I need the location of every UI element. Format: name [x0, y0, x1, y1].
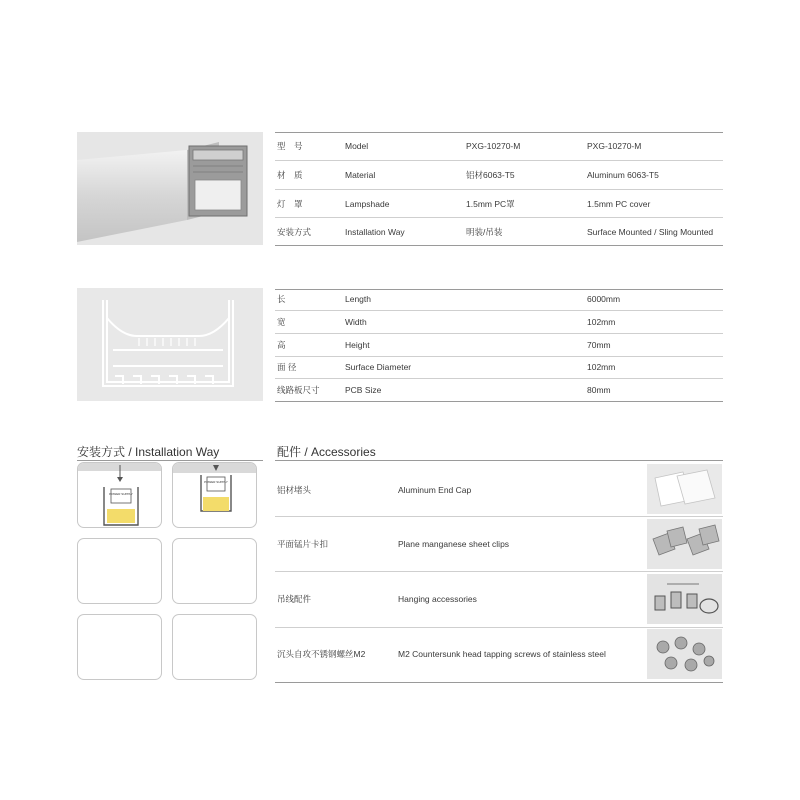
- table-bottom-rule: [275, 401, 723, 402]
- spec-value-cn: PXG-10270-M: [466, 141, 521, 151]
- suspended-mount-diagram: [78, 463, 162, 528]
- aluminum-profile-render: [77, 132, 263, 245]
- spec-label-cn: 安装方式: [277, 227, 312, 237]
- install-card-empty: [77, 614, 162, 680]
- install-card-empty: [172, 614, 257, 680]
- dim-label-en: Height: [345, 340, 370, 350]
- dim-value: 102mm: [587, 317, 616, 327]
- dim-value: 6000mm: [587, 294, 621, 304]
- dim-value: 102mm: [587, 362, 616, 372]
- installation-title: 安装方式 / Installation Way: [77, 445, 220, 459]
- spec-label-en: Model: [345, 141, 369, 151]
- accessories-title: 配件 / Accessories: [277, 445, 376, 459]
- install-diagram-suspended: [77, 462, 162, 528]
- dim-label-cn: 高: [277, 340, 286, 350]
- accessory-name-en: M2 Countersunk head tapping screws of stainless steel: [398, 649, 606, 659]
- screws-photo-icon: [647, 629, 722, 679]
- dim-label-en: Width: [345, 317, 367, 327]
- spec-label-cn: 灯 罩: [277, 199, 303, 209]
- clips-photo-icon: [647, 519, 722, 569]
- row-divider: [275, 217, 723, 218]
- spec-value-cn: 明装/吊装: [466, 227, 503, 237]
- row-divider: [275, 333, 723, 334]
- row-divider: [275, 378, 723, 379]
- installation-title-rule: [77, 460, 263, 461]
- spec-value-en: 1.5mm PC cover: [587, 199, 651, 209]
- spec-label-cn: 材 质: [277, 170, 303, 180]
- accessory-name-en: Hanging accessories: [398, 594, 477, 604]
- accessory-name-cn: 沉头自攻不锈钢螺丝M2: [277, 649, 366, 659]
- row-divider: [275, 189, 723, 190]
- row-divider: [275, 627, 723, 628]
- accessory-name-cn: 吊线配件: [277, 594, 312, 604]
- dim-label-cn: 长: [277, 294, 286, 304]
- accessory-name-en: Aluminum End Cap: [398, 485, 472, 495]
- spec-value-cn: 1.5mm PC罩: [466, 199, 515, 209]
- accessory-name-cn: 平面锰片卡扣: [277, 539, 329, 549]
- accessories-title-rule: [275, 460, 723, 461]
- spec-label-en: Material: [345, 170, 376, 180]
- hanging-kit-photo-icon: [647, 574, 722, 624]
- spec-label-en: Lampshade: [345, 199, 390, 209]
- dim-label-en: Surface Diameter: [345, 362, 412, 372]
- dim-value: 80mm: [587, 385, 611, 395]
- dim-label-cn: 宽: [277, 317, 286, 327]
- dim-label-en: Length: [345, 294, 371, 304]
- install-diagram-surface: [172, 462, 257, 528]
- row-divider: [275, 356, 723, 357]
- dim-label-cn: 面 径: [277, 362, 297, 372]
- table-bottom-rule: [275, 245, 723, 246]
- row-divider: [275, 310, 723, 311]
- row-divider: [275, 516, 723, 517]
- spec-label-cn: 型 号: [277, 141, 303, 151]
- spec-value-en: PXG-10270-M: [587, 141, 642, 151]
- dim-value: 70mm: [587, 340, 611, 350]
- end-cap-photo-icon: [647, 464, 722, 514]
- row-divider: [275, 160, 723, 161]
- accessory-name-en: Plane manganese sheet clips: [398, 539, 510, 549]
- spec-value-en: Surface Mounted / Sling Mounted: [587, 227, 714, 237]
- profile-product-photo: [77, 132, 263, 245]
- spec-value-cn: 铝材6063-T5: [466, 170, 515, 180]
- table-top-rule: [275, 132, 723, 133]
- table-top-rule: [275, 289, 723, 290]
- install-card-empty: [172, 538, 257, 604]
- driver-label: POWER SUPPLY: [204, 480, 228, 484]
- accessory-name-cn: 铝材堵头: [277, 485, 312, 495]
- dim-label-en: PCB Size: [345, 385, 382, 395]
- dim-label-cn: 线路板尺寸: [277, 385, 320, 395]
- row-divider: [275, 571, 723, 572]
- table-bottom-rule: [275, 682, 723, 683]
- spec-value-en: Aluminum 6063-T5: [587, 170, 659, 180]
- cross-section-drawing: [77, 288, 263, 401]
- profile-cross-section-icon: [77, 288, 263, 401]
- driver-label: POWER SUPPLY: [109, 492, 133, 496]
- install-card-empty: [77, 538, 162, 604]
- surface-mount-diagram: [173, 463, 257, 528]
- spec-label-en: Installation Way: [345, 227, 405, 237]
